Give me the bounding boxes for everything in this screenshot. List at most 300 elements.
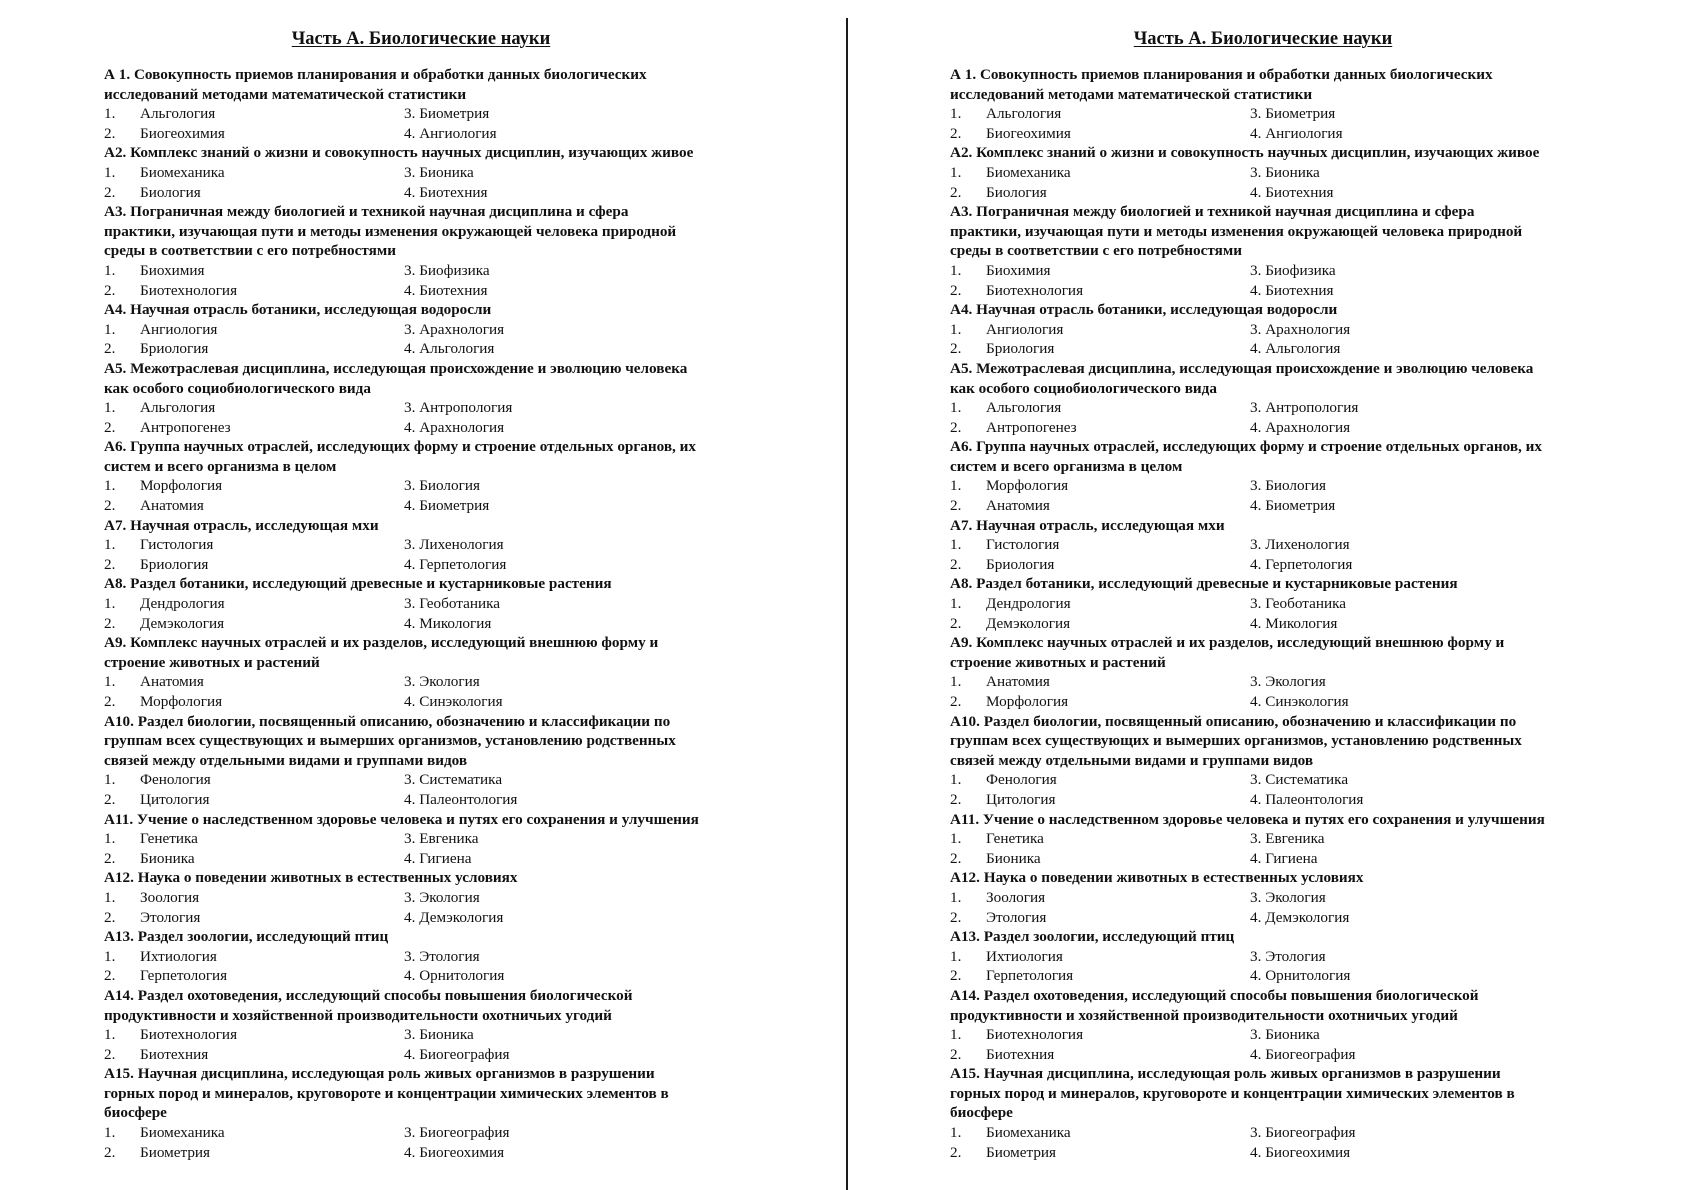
option-text: Биомеханика	[986, 1124, 1071, 1142]
question-text: А 1. Совокупность приемов планирования и обработки данных биологических исследований методами математической статистики	[104, 66, 647, 103]
option-number: 2.	[950, 183, 962, 201]
question-block	[104, 712, 804, 810]
answer-row	[104, 614, 804, 634]
option-text-second-column: 4. Биогеография	[1250, 1045, 1356, 1063]
option-text-second-column: 4. Герпетология	[404, 555, 507, 573]
option-text: Биотехнология	[140, 281, 238, 299]
answer-row	[950, 1045, 1650, 1065]
option-text-second-column: 4. Биотехния	[1250, 183, 1334, 201]
option-number: 2.	[104, 555, 116, 573]
question-text: А5. Межотраслевая дисциплина, исследующая происхождение и эволюцию человека как особого социобиологического вида	[950, 359, 1534, 397]
option-text: Биология	[986, 183, 1047, 201]
option-number: 1.	[104, 1026, 116, 1044]
question-block	[950, 927, 1650, 986]
answer-row	[950, 672, 1650, 692]
option-text-second-column: 3. Евгеника	[1250, 830, 1325, 848]
question-block	[950, 986, 1650, 1064]
option-text-second-column: 3. Биофизика	[1250, 261, 1336, 279]
question-text: А10. Раздел биологии, посвященный описанию, обозначению и классификации по группам всех существующих и вымерших организмов, установлению родственных связей между отдельными видами и группами видов	[104, 712, 676, 769]
question-text: А7. Научная отрасль, исследующая мхи	[950, 516, 1225, 534]
option-text-second-column: 3. Антропология	[404, 399, 513, 417]
option-number: 1.	[950, 399, 962, 417]
answer-row	[104, 320, 804, 340]
option-text-second-column: 4. Биометрия	[1250, 497, 1336, 515]
answer-row	[104, 183, 804, 203]
option-text-second-column: 4. Синэкология	[404, 693, 503, 710]
option-text: Дендрология	[986, 595, 1071, 613]
option-number: 1.	[950, 477, 962, 495]
option-number: 1.	[104, 595, 116, 613]
answer-row	[104, 418, 804, 438]
option-number: 1.	[104, 888, 116, 906]
option-text: Демэкология	[140, 614, 225, 632]
option-text-second-column: 4. Ангиология	[1250, 124, 1343, 142]
option-text: Этология	[986, 908, 1047, 926]
question-block	[104, 437, 804, 515]
answer-row	[104, 535, 804, 555]
option-text-second-column: 4. Синэкология	[1250, 693, 1349, 710]
option-number: 2.	[950, 281, 962, 299]
option-text-second-column: 4. Биогеохимия	[1250, 1143, 1351, 1161]
option-text-second-column: 4. Микология	[404, 614, 492, 632]
option-text: Фенология	[140, 771, 211, 789]
option-text: Альгология	[986, 399, 1062, 417]
option-text-second-column: 4. Ангиология	[404, 124, 497, 142]
question-text: А12. Наука о поведении животных в естественных условиях	[104, 869, 518, 887]
option-number: 2.	[104, 908, 116, 926]
option-text-second-column: 3. Бионика	[404, 1026, 474, 1044]
option-text: Гистология	[986, 536, 1060, 554]
option-number: 1.	[950, 888, 962, 906]
option-text: Ангиология	[140, 320, 218, 338]
option-text-second-column: 4. Гигиена	[1250, 849, 1318, 867]
option-text: Биомеханика	[140, 1124, 225, 1142]
answer-row	[104, 496, 804, 516]
option-text: Биомеханика	[986, 163, 1071, 181]
question-text: А8. Раздел ботаники, исследующий древесные и кустарниковые растения	[104, 575, 612, 593]
option-text: Антропогенез	[986, 418, 1077, 436]
option-text-second-column: 3. Экология	[404, 673, 480, 691]
option-text-second-column: 4. Биогеография	[404, 1045, 510, 1063]
question-block	[950, 516, 1650, 575]
option-text: Биогеохимия	[986, 124, 1071, 142]
question-text: А8. Раздел ботаники, исследующий древесные и кустарниковые растения	[950, 575, 1458, 593]
option-number: 2.	[104, 1045, 116, 1063]
option-number: 2.	[950, 849, 962, 867]
question-block	[950, 868, 1650, 927]
option-text: Цитология	[140, 790, 210, 808]
answer-row	[950, 908, 1650, 928]
question-text: А15. Научная дисциплина, исследующая роль живых организмов в разрушении горных пород и минералов, круговороте и концентрации химических элементов в биосфере	[104, 1065, 669, 1122]
option-number: 1.	[950, 771, 962, 789]
option-text: Ихтиология	[986, 947, 1063, 965]
question-text: А15. Научная дисциплина, исследующая роль живых организмов в разрушении горных пород и минералов, круговороте и концентрации химических элементов в биосфере	[950, 1065, 1515, 1122]
option-number: 1.	[104, 105, 116, 123]
answer-row	[950, 790, 1650, 810]
answer-row	[104, 829, 804, 849]
option-number: 1.	[104, 477, 116, 495]
answer-row	[950, 104, 1650, 124]
option-text-second-column: 4. Палеонтология	[404, 790, 518, 808]
answer-row	[104, 692, 804, 712]
option-number: 1.	[104, 947, 116, 965]
question-text: А14. Раздел охотоведения, исследующий способы повышения биологической продуктивности и хозяйственной производительности охотничьих угодий	[950, 986, 1479, 1024]
answer-row	[950, 966, 1650, 986]
answer-row	[104, 770, 804, 790]
question-block	[950, 143, 1650, 202]
question-block	[104, 986, 804, 1064]
option-number: 1.	[950, 261, 962, 279]
option-number: 1.	[950, 1124, 962, 1142]
question-text: А3. Пограничная между биологией и техникой научная дисциплина и сфера практики, изучающая пути и методы изменения окружающей человека природной среды в соответствии с его потребностями	[104, 203, 677, 260]
answer-row	[104, 947, 804, 967]
option-text: Зоология	[986, 888, 1046, 906]
option-text: Биометрия	[986, 1143, 1057, 1161]
question-block	[104, 868, 804, 927]
option-number: 2.	[104, 967, 116, 985]
option-number: 1.	[104, 1124, 116, 1142]
option-number: 1.	[104, 320, 116, 338]
question-block	[950, 65, 1650, 143]
answer-row	[950, 496, 1650, 516]
option-text-second-column: 3. Лихенология	[1250, 536, 1350, 554]
option-number: 1.	[950, 595, 962, 613]
option-number: 2.	[950, 340, 962, 358]
answer-row	[104, 888, 804, 908]
option-text-second-column: 4. Микология	[1250, 614, 1338, 632]
option-text: Бриология	[140, 555, 209, 573]
option-text: Морфология	[140, 477, 223, 495]
answer-row	[104, 124, 804, 144]
answer-row	[950, 555, 1650, 575]
option-text-second-column: 4. Демэкология	[404, 908, 504, 926]
question-block	[104, 300, 804, 359]
option-number: 2.	[950, 614, 962, 632]
option-text: Анатомия	[986, 497, 1050, 515]
question-text: А3. Пограничная между биологией и техникой научная дисциплина и сфера практики, изучающая пути и методы изменения окружающей человека природной среды в соответствии с его потребностями	[950, 203, 1523, 260]
option-text: Бриология	[140, 340, 209, 358]
answer-row	[950, 535, 1650, 555]
option-text-second-column: 3. Биометрия	[404, 105, 490, 123]
option-text-second-column: 3. Экология	[1250, 888, 1326, 906]
option-text: Гистология	[140, 536, 214, 554]
answer-row	[950, 124, 1650, 144]
question-text: А6. Группа научных отраслей, исследующих форму и строение отдельных органов, их систем и всего организма в целом	[950, 438, 1542, 475]
option-number: 1.	[950, 947, 962, 965]
answer-row	[104, 104, 804, 124]
option-number: 2.	[950, 1045, 962, 1063]
answer-row	[104, 1025, 804, 1045]
option-text-second-column: 4. Арахнология	[404, 418, 505, 436]
answer-row	[950, 1143, 1650, 1163]
question-block	[950, 574, 1650, 633]
option-text-second-column: 3. Бионика	[1250, 1026, 1320, 1044]
question-list	[950, 65, 1650, 1162]
question-block	[950, 300, 1650, 359]
option-number: 2.	[104, 497, 116, 515]
question-block	[104, 65, 804, 143]
question-block	[104, 202, 804, 300]
question-block	[950, 437, 1650, 515]
option-number: 1.	[104, 399, 116, 417]
option-text: Биотехния	[140, 1045, 209, 1063]
option-text-second-column: 3. Этология	[404, 947, 480, 965]
option-number: 1.	[950, 536, 962, 554]
answer-row	[104, 908, 804, 928]
answer-row	[950, 418, 1650, 438]
answer-row	[104, 555, 804, 575]
option-text-second-column: 3. Систематика	[1250, 771, 1349, 789]
answer-row	[104, 672, 804, 692]
option-number: 2.	[104, 183, 116, 201]
option-text: Биохимия	[986, 261, 1051, 279]
option-number: 1.	[104, 771, 116, 789]
answer-row	[950, 163, 1650, 183]
answer-row	[950, 183, 1650, 203]
answer-row	[950, 614, 1650, 634]
question-text: А9. Комплекс научных отраслей и их разделов, исследующий внешнюю форму и строение животных и растений	[104, 634, 659, 671]
answer-row	[950, 261, 1650, 281]
option-text-second-column: 4. Биотехния	[1250, 281, 1334, 299]
option-text-second-column: 3. Биометрия	[1250, 105, 1336, 123]
option-text: Демэкология	[986, 614, 1071, 632]
answer-row	[104, 849, 804, 869]
answer-row	[104, 261, 804, 281]
option-text: Биотехнология	[986, 1026, 1084, 1044]
option-text: Альгология	[986, 105, 1062, 123]
question-block	[104, 1064, 804, 1162]
question-text: А4. Научная отрасль ботаники, исследующая водоросли	[950, 301, 1338, 319]
question-block	[104, 359, 804, 437]
option-number: 2.	[104, 1143, 116, 1161]
option-text: Ангиология	[986, 320, 1064, 338]
answer-row	[950, 849, 1650, 869]
option-text-second-column: 4. Арахнология	[1250, 418, 1351, 436]
question-text: А7. Научная отрасль, исследующая мхи	[104, 516, 379, 534]
option-text-second-column: 4. Альгология	[1250, 340, 1341, 358]
answer-row	[104, 1143, 804, 1163]
question-text: А11. Учение о наследственном здоровье человека и путях его сохранения и улучшения	[104, 810, 699, 828]
option-number: 1.	[950, 1026, 962, 1044]
option-number: 2.	[104, 614, 116, 632]
answer-row	[950, 888, 1650, 908]
option-number: 1.	[950, 830, 962, 848]
option-number: 2.	[950, 124, 962, 142]
answer-row	[104, 1123, 804, 1143]
right-page	[842, 0, 1684, 1190]
option-text: Зоология	[140, 888, 200, 906]
question-text: А4. Научная отрасль ботаники, исследующая водоросли	[104, 301, 492, 319]
answer-row	[950, 692, 1650, 712]
question-text: А13. Раздел зоологии, исследующий птиц	[104, 928, 389, 946]
question-text: А10. Раздел биологии, посвященный описанию, обозначению и классификации по группам всех существующих и вымерших организмов, установлению родственных связей между отдельными видами и группами видов	[950, 712, 1522, 769]
answer-row	[950, 476, 1650, 496]
option-text-second-column: 3. Биология	[404, 477, 480, 495]
option-number: 2.	[950, 693, 962, 710]
question-text: А14. Раздел охотоведения, исследующий способы повышения биологической продуктивности и хозяйственной производительности охотничьих угодий	[104, 986, 633, 1024]
option-text-second-column: 4. Герпетология	[1250, 555, 1353, 573]
option-number: 2.	[104, 849, 116, 867]
question-text: А9. Комплекс научных отраслей и их разделов, исследующий внешнюю форму и строение животных и растений	[950, 634, 1505, 671]
option-text-second-column: 3. Этология	[1250, 947, 1326, 965]
option-number: 1.	[950, 673, 962, 691]
option-text-second-column: 3. Арахнология	[404, 320, 505, 338]
answer-row	[950, 339, 1650, 359]
option-text-second-column: 3. Геоботаника	[404, 595, 500, 613]
option-text-second-column: 3. Евгеника	[404, 830, 479, 848]
question-text: А2. Комплекс знаний о жизни и совокупность научных дисциплин, изучающих живое	[104, 144, 694, 162]
option-number: 1.	[104, 673, 116, 691]
option-text-second-column: 4. Биометрия	[404, 497, 490, 515]
option-text: Ихтиология	[140, 947, 217, 965]
option-text-second-column: 3. Бионика	[1250, 163, 1320, 181]
question-text: А13. Раздел зоологии, исследующий птиц	[950, 928, 1235, 946]
option-text-second-column: 3. Экология	[404, 888, 480, 906]
option-number: 1.	[950, 320, 962, 338]
option-text-second-column: 4. Биотехния	[404, 281, 488, 299]
question-list	[104, 65, 804, 1162]
question-block	[104, 516, 804, 575]
option-text: Альгология	[140, 105, 216, 123]
question-text: А 1. Совокупность приемов планирования и обработки данных биологических исследований методами математической статистики	[950, 66, 1493, 103]
option-number: 2.	[104, 340, 116, 358]
answer-row	[950, 398, 1650, 418]
answer-row	[950, 594, 1650, 614]
option-text: Морфология	[986, 477, 1069, 495]
question-block	[104, 927, 804, 986]
option-text-second-column: 3. Лихенология	[404, 536, 504, 554]
question-text: А2. Комплекс знаний о жизни и совокупность научных дисциплин, изучающих живое	[950, 144, 1540, 162]
option-text: Биохимия	[140, 261, 205, 279]
question-block	[950, 202, 1650, 300]
answer-row	[104, 966, 804, 986]
option-text: Бриология	[986, 555, 1055, 573]
option-number: 2.	[104, 790, 116, 808]
option-number: 1.	[104, 830, 116, 848]
answer-row	[104, 163, 804, 183]
answer-row	[950, 770, 1650, 790]
question-block	[950, 633, 1650, 711]
option-text-second-column: 3. Антропология	[1250, 399, 1359, 417]
question-block	[950, 359, 1650, 437]
option-number: 2.	[104, 124, 116, 142]
question-block	[104, 143, 804, 202]
answer-row	[104, 398, 804, 418]
option-text: Морфология	[986, 693, 1069, 710]
option-text: Биомеханика	[140, 163, 225, 181]
question-text: А11. Учение о наследственном здоровье человека и путях его сохранения и улучшения	[950, 810, 1545, 828]
option-text: Генетика	[986, 830, 1044, 848]
option-text-second-column: 3. Экология	[1250, 673, 1326, 691]
option-text-second-column: 4. Биогеохимия	[404, 1143, 505, 1161]
question-block	[950, 810, 1650, 869]
page-title: Часть А. Биологические науки	[1133, 29, 1393, 49]
option-text-second-column: 4. Орнитология	[404, 967, 505, 985]
option-text-second-column: 3. Бионика	[404, 163, 474, 181]
question-block	[104, 633, 804, 711]
option-number: 2.	[950, 497, 962, 515]
answer-row	[950, 1123, 1650, 1143]
question-block	[104, 574, 804, 633]
option-number: 1.	[104, 163, 116, 181]
answer-row	[104, 1045, 804, 1065]
option-number: 2.	[104, 281, 116, 299]
option-text: Анатомия	[140, 497, 204, 515]
option-number: 2.	[950, 1143, 962, 1161]
question-text: А6. Группа научных отраслей, исследующих форму и строение отдельных органов, их систем и всего организма в целом	[104, 438, 696, 475]
option-text: Этология	[140, 908, 201, 926]
option-text: Бриология	[986, 340, 1055, 358]
question-block	[950, 712, 1650, 810]
answer-row	[104, 281, 804, 301]
option-text-second-column: 3. Биогеография	[1250, 1124, 1356, 1142]
option-number: 2.	[950, 908, 962, 926]
option-number: 2.	[950, 967, 962, 985]
option-text-second-column: 4. Альгология	[404, 340, 495, 358]
question-text: А12. Наука о поведении животных в естественных условиях	[950, 869, 1364, 887]
option-text-second-column: 4. Биотехния	[404, 183, 488, 201]
option-number: 1.	[950, 163, 962, 181]
question-block	[104, 810, 804, 869]
option-text: Анатомия	[986, 673, 1050, 691]
option-text: Биогеохимия	[140, 124, 225, 142]
option-text: Биотехнология	[986, 281, 1084, 299]
option-text-second-column: 3. Биофизика	[404, 261, 490, 279]
option-text: Анатомия	[140, 673, 204, 691]
page-title: Часть А. Биологические науки	[291, 29, 551, 49]
answer-row	[950, 829, 1650, 849]
option-number: 1.	[950, 105, 962, 123]
option-text-second-column: 3. Биогеография	[404, 1124, 510, 1142]
option-text: Дендрология	[140, 595, 225, 613]
option-number: 2.	[950, 418, 962, 436]
option-text-second-column: 3. Арахнология	[1250, 320, 1351, 338]
option-text-second-column: 3. Биология	[1250, 477, 1326, 495]
option-text: Биология	[140, 183, 201, 201]
answer-row	[104, 790, 804, 810]
option-text: Фенология	[986, 771, 1057, 789]
option-text-second-column: 4. Гигиена	[404, 849, 472, 867]
option-text-second-column: 3. Систематика	[404, 771, 503, 789]
answer-row	[104, 476, 804, 496]
option-text-second-column: 3. Геоботаника	[1250, 595, 1346, 613]
question-block	[950, 1064, 1650, 1162]
option-number: 2.	[950, 555, 962, 573]
option-text: Генетика	[140, 830, 198, 848]
answer-row	[104, 594, 804, 614]
option-text: Герпетология	[986, 967, 1074, 985]
option-number: 2.	[950, 790, 962, 808]
option-number: 2.	[104, 693, 116, 710]
option-text-second-column: 4. Палеонтология	[1250, 790, 1364, 808]
option-text: Биотехнология	[140, 1026, 238, 1044]
option-text: Биометрия	[140, 1143, 211, 1161]
option-text: Антропогенез	[140, 418, 231, 436]
option-text-second-column: 4. Демэкология	[1250, 908, 1350, 926]
option-text: Морфология	[140, 693, 223, 710]
option-text: Бионика	[140, 849, 195, 867]
option-number: 1.	[104, 261, 116, 279]
option-text: Бионика	[986, 849, 1041, 867]
option-text-second-column: 4. Орнитология	[1250, 967, 1351, 985]
option-text: Альгология	[140, 399, 216, 417]
answer-row	[950, 1025, 1650, 1045]
option-text: Биотехния	[986, 1045, 1055, 1063]
answer-row	[104, 339, 804, 359]
answer-row	[950, 281, 1650, 301]
question-text: А5. Межотраслевая дисциплина, исследующая происхождение и эволюцию человека как особого социобиологического вида	[104, 359, 688, 397]
option-number: 1.	[104, 536, 116, 554]
